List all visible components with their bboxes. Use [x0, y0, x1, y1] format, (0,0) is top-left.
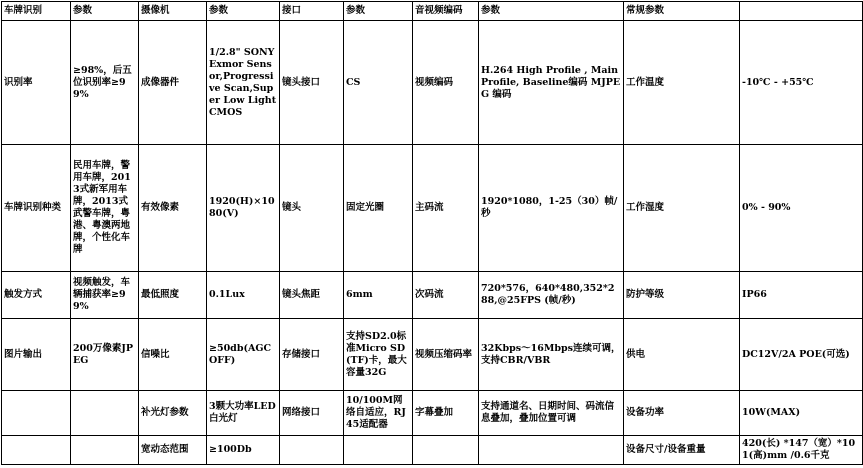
table-cell: 6mm	[344, 272, 413, 319]
table-cell: 主码流	[413, 145, 479, 272]
table-cell	[2, 436, 71, 465]
table-cell: 32Kbps～16Mbps连续可调，支持CBR/VBR	[479, 319, 624, 391]
header-cell: 摄像机	[139, 2, 207, 21]
table-cell: 支持SD2.0标准Micro SD(TF)卡，最大容量32G	[344, 319, 413, 391]
table-cell: 字幕叠加	[413, 391, 479, 436]
table-cell: 存储接口	[280, 319, 344, 391]
table-row	[2, 21, 863, 145]
table-row	[2, 145, 863, 272]
table-cell: 工作温度	[624, 21, 740, 145]
header-cell: 参数	[207, 2, 280, 21]
table-cell: ≥100Db	[207, 436, 280, 465]
table-cell: IP66	[740, 272, 863, 319]
spec-table	[1, 1, 863, 465]
table-cell: 网络接口	[280, 391, 344, 436]
header-cell: 接口	[280, 2, 344, 21]
table-cell: DC12V/2A POE(可选)	[740, 319, 863, 391]
table-cell: 有效像素	[139, 145, 207, 272]
table-cell: 支持通道名、日期时间、码流信息叠加，叠加位置可调	[479, 391, 624, 436]
table-cell: 防护等级	[624, 272, 740, 319]
header-cell: 音视频编码	[413, 2, 479, 21]
table-cell	[71, 436, 139, 465]
table-cell: 最低照度	[139, 272, 207, 319]
table-cell: 420(长) *147（宽）*101(高)mm /0.6千克	[740, 436, 863, 465]
table-cell: 720*576，640*480,352*288,@25FPS (帧/秒)	[479, 272, 624, 319]
table-cell: 10/100M网络自适应，RJ45适配器	[344, 391, 413, 436]
table-cell: 1920*1080，1-25（30）帧/秒	[479, 145, 624, 272]
table-cell: H.264 High Profile , Main Profile, Baseline编码 MJPEG 编码	[479, 21, 624, 145]
table-row	[2, 272, 863, 319]
table-cell	[479, 436, 624, 465]
table-cell: 镜头	[280, 145, 344, 272]
table-cell	[413, 436, 479, 465]
table-cell: ≥50db(AGC OFF)	[207, 319, 280, 391]
table-cell	[71, 391, 139, 436]
table-cell: 视频触发，车辆捕获率≥99%	[71, 272, 139, 319]
table-cell: CS	[344, 21, 413, 145]
table-cell: 1920(H)×1080(V)	[207, 145, 280, 272]
table-cell: 3颗大功率LED白光灯	[207, 391, 280, 436]
table-cell: 0% - 90%	[740, 145, 863, 272]
table-row	[2, 436, 863, 465]
table-cell: 视频压缩码率	[413, 319, 479, 391]
table-cell: ≥98%，后五位识别率≥99%	[71, 21, 139, 145]
header-cell: 参数	[71, 2, 139, 21]
table-cell: 次码流	[413, 272, 479, 319]
table-cell: 工作湿度	[624, 145, 740, 272]
table-cell: 设备功率	[624, 391, 740, 436]
table-cell: 图片输出	[2, 319, 71, 391]
table-cell: 1/2.8" SONY Exmor Sensor,Progressive Scan,Super Low Light CMOS	[207, 21, 280, 145]
table-cell: 200万像素JPEG	[71, 319, 139, 391]
table-cell: 固定光圈	[344, 145, 413, 272]
table-cell: -10℃ - +55℃	[740, 21, 863, 145]
header-cell: 参数	[479, 2, 624, 21]
table-row	[2, 391, 863, 436]
table-cell: 宽动态范围	[139, 436, 207, 465]
header-row	[2, 2, 863, 21]
header-cell: 参数	[344, 2, 413, 21]
table-cell: 0.1Lux	[207, 272, 280, 319]
table-cell: 设备尺寸/设备重量	[624, 436, 740, 465]
table-row	[2, 319, 863, 391]
table-cell: 识别率	[2, 21, 71, 145]
table-cell: 触发方式	[2, 272, 71, 319]
table-cell	[2, 391, 71, 436]
header-cell: 车牌识别	[2, 2, 71, 21]
table-cell: 镜头接口	[280, 21, 344, 145]
table-cell: 镜头焦距	[280, 272, 344, 319]
table-cell: 补光灯参数	[139, 391, 207, 436]
table-cell: 供电	[624, 319, 740, 391]
table-cell: 成像器件	[139, 21, 207, 145]
table-cell: 视频编码	[413, 21, 479, 145]
table-cell: 10W(MAX)	[740, 391, 863, 436]
table-cell: 信噪比	[139, 319, 207, 391]
table-cell	[280, 436, 344, 465]
table-cell	[344, 436, 413, 465]
table-cell: 车牌识别种类	[2, 145, 71, 272]
table-cell: 民用车牌，警用车牌，2013式新军用车牌，2013式武警车牌，粤港、粤澳两地牌，个性化车牌	[71, 145, 139, 272]
header-cell	[740, 2, 863, 21]
header-cell: 常规参数	[624, 2, 740, 21]
